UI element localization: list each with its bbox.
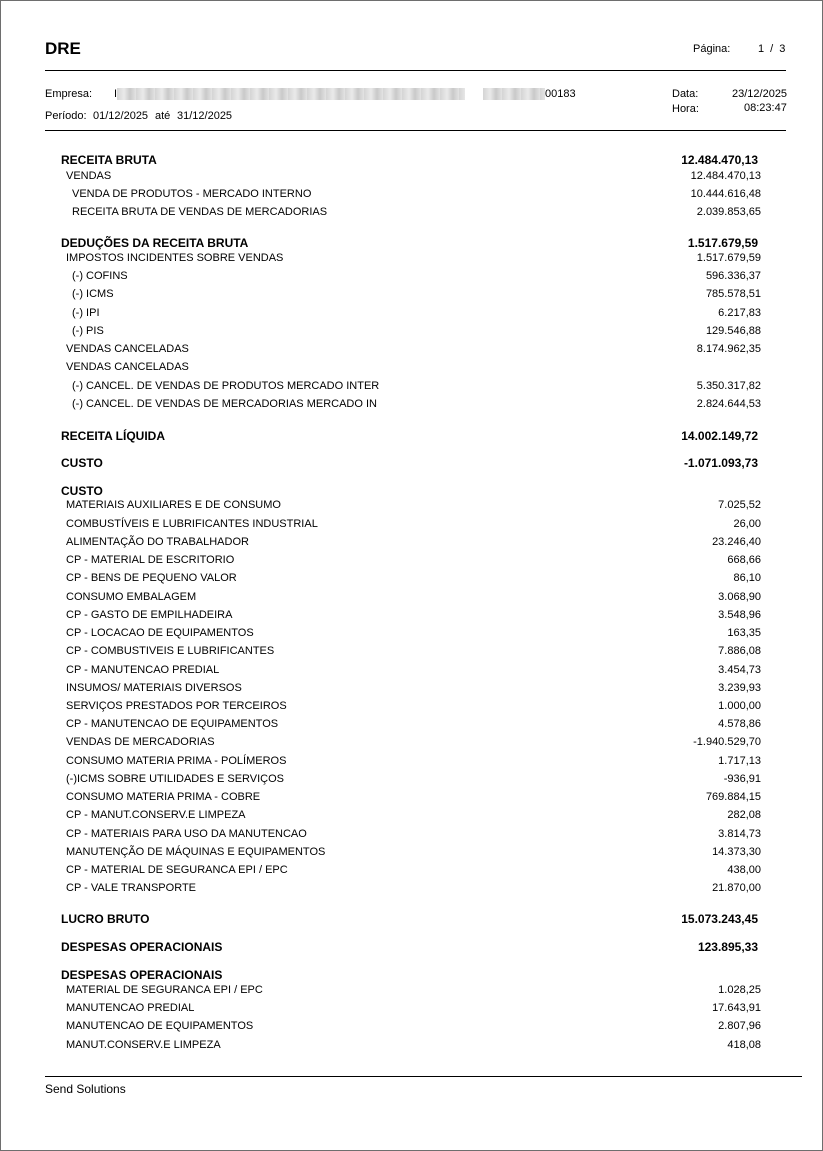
row-label: CP - MANUT.CONSERV.E LIMPEZA xyxy=(66,809,246,821)
row-label: CP - LOCACAO DE EQUIPAMENTOS xyxy=(66,627,254,639)
row-label: IMPOSTOS INCIDENTES SOBRE VENDAS xyxy=(66,252,284,264)
periodo-start: 01/12/2025 xyxy=(93,110,149,122)
table-row xyxy=(1,791,822,807)
table-row xyxy=(1,343,822,359)
table-row xyxy=(1,499,822,515)
table-row xyxy=(1,773,822,789)
table-row xyxy=(1,170,822,186)
row-value: 14.373,30 xyxy=(712,846,761,858)
table-row xyxy=(1,1039,822,1055)
page-number: 1 / 3 xyxy=(758,43,786,55)
row-label: CP - VALE TRANSPORTE xyxy=(66,882,197,894)
table-row xyxy=(1,325,822,341)
section-header-row xyxy=(1,968,822,984)
row-value: 23.246,40 xyxy=(712,536,761,548)
table-row xyxy=(1,270,822,286)
row-label: (-) COFINS xyxy=(72,270,128,282)
row-label: ALIMENTAÇÃO DO TRABALHADOR xyxy=(66,536,249,548)
table-row xyxy=(1,682,822,698)
data-value: 23/12/2025 xyxy=(732,88,788,100)
periodo-label: Período: xyxy=(45,110,87,122)
table-row xyxy=(1,398,822,414)
row-label: RECEITA LÍQUIDA xyxy=(61,429,165,443)
row-value: 769.884,15 xyxy=(705,791,761,803)
row-label: CP - COMBUSTIVEIS E LUBRIFICANTES xyxy=(66,645,275,657)
row-value: 15.073.243,45 xyxy=(681,912,758,926)
table-row xyxy=(1,206,822,222)
table-row xyxy=(1,984,822,1000)
row-label: RECEITA BRUTA xyxy=(61,153,157,167)
row-value: 129.546,88 xyxy=(705,325,761,337)
row-label: CP - MANUTENCAO PREDIAL xyxy=(66,664,220,676)
row-label: CP - MATERIAL DE ESCRITORIO xyxy=(66,554,235,566)
table-row xyxy=(1,252,822,268)
row-value: 21.870,00 xyxy=(712,882,761,894)
section-total-row xyxy=(1,429,822,445)
row-label: (-) PIS xyxy=(72,325,104,337)
table-row xyxy=(1,864,822,880)
row-label: CUSTO xyxy=(61,456,103,470)
row-label: MATERIAIS AUXILIARES E DE CONSUMO xyxy=(66,499,281,511)
empresa-prefix: I xyxy=(114,88,118,100)
row-value: 2.039.853,65 xyxy=(696,206,761,218)
row-label: MANUTENCAO PREDIAL xyxy=(66,1002,195,1014)
row-label: VENDAS DE MERCADORIAS xyxy=(66,736,215,748)
empresa-label: Empresa: xyxy=(45,88,93,100)
row-value: 3.548,96 xyxy=(718,609,761,621)
table-row xyxy=(1,288,822,304)
table-row xyxy=(1,828,822,844)
report-title: DRE xyxy=(45,39,81,58)
row-label: VENDA DE PRODUTOS - MERCADO INTERNO xyxy=(72,188,312,200)
row-value: 785.578,51 xyxy=(705,288,761,300)
table-row xyxy=(1,882,822,898)
row-value: 1.517.679,59 xyxy=(696,252,761,264)
row-value: 596.336,37 xyxy=(705,270,761,282)
row-label: CP - MATERIAIS PARA USO DA MANUTENCAO xyxy=(66,828,307,840)
table-row xyxy=(1,700,822,716)
section-total-row xyxy=(1,940,822,956)
row-value: 418,08 xyxy=(727,1039,761,1051)
row-label: (-) ICMS xyxy=(72,288,114,300)
table-row xyxy=(1,361,822,377)
hora-label: Hora: xyxy=(672,103,699,115)
row-value: 12.484.470,13 xyxy=(681,153,758,167)
row-value: 7.025,52 xyxy=(718,499,761,511)
row-label: INSUMOS/ MATERIAIS DIVERSOS xyxy=(66,682,242,694)
row-value: 163,35 xyxy=(727,627,761,639)
row-value: 10.444.616,48 xyxy=(690,188,761,200)
row-value: 282,08 xyxy=(727,809,761,821)
row-value: 6.217,83 xyxy=(718,307,761,319)
row-value: 7.886,08 xyxy=(718,645,761,657)
row-value: 1.717,13 xyxy=(718,755,761,767)
table-row xyxy=(1,645,822,661)
table-row xyxy=(1,1020,822,1036)
table-row xyxy=(1,718,822,734)
table-row xyxy=(1,380,822,396)
section-header-row xyxy=(1,484,822,500)
table-row xyxy=(1,846,822,862)
row-label: CP - MANUTENCAO DE EQUIPAMENTOS xyxy=(66,718,279,730)
table-row xyxy=(1,307,822,323)
row-value: 1.000,00 xyxy=(718,700,761,712)
hora-value: 08:23:47 xyxy=(744,102,787,114)
row-label: VENDAS xyxy=(66,170,112,182)
row-label: SERVIÇOS PRESTADOS POR TERCEIROS xyxy=(66,700,287,712)
row-value: 2.824.644,53 xyxy=(696,398,761,410)
row-label: VENDAS CANCELADAS xyxy=(66,361,189,373)
empresa-suffix: 00183 xyxy=(545,88,576,100)
table-row xyxy=(1,664,822,680)
table-row xyxy=(1,1002,822,1018)
row-value: 8.174.962,35 xyxy=(696,343,761,355)
row-label: CONSUMO MATERIA PRIMA - COBRE xyxy=(66,791,261,803)
row-label: (-) IPI xyxy=(72,307,100,319)
row-value: 17.643,91 xyxy=(712,1002,761,1014)
row-value: 26,00 xyxy=(733,518,761,530)
row-value: 2.807,96 xyxy=(718,1020,761,1032)
table-row xyxy=(1,591,822,607)
row-value: 14.002.149,72 xyxy=(681,429,758,443)
row-label: CONSUMO MATERIA PRIMA - POLÍMEROS xyxy=(66,755,287,767)
row-value: 4.578,86 xyxy=(718,718,761,730)
footer-text: Send Solutions xyxy=(45,1082,126,1096)
row-label: (-)ICMS SOBRE UTILIDADES E SERVIÇOS xyxy=(66,773,285,785)
section-total-row xyxy=(1,456,822,472)
table-row xyxy=(1,188,822,204)
row-value: 3.454,73 xyxy=(718,664,761,676)
row-value: 1.517.679,59 xyxy=(687,236,758,250)
table-row xyxy=(1,536,822,552)
section-total-row xyxy=(1,236,822,252)
row-label: DEDUÇÕES DA RECEITA BRUTA xyxy=(61,236,249,250)
row-value: 3.814,73 xyxy=(718,828,761,840)
row-label: VENDAS CANCELADAS xyxy=(66,343,189,355)
row-label: MANUTENCAO DE EQUIPAMENTOS xyxy=(66,1020,254,1032)
table-row xyxy=(1,554,822,570)
row-label: (-) CANCEL. DE VENDAS DE MERCADORIAS MERCADO IN xyxy=(72,398,377,410)
row-value: -936,91 xyxy=(723,773,761,785)
row-value: 3.068,90 xyxy=(718,591,761,603)
row-label: CP - BENS DE PEQUENO VALOR xyxy=(66,572,237,584)
row-label: MATERIAL DE SEGURANCA EPI / EPC xyxy=(66,984,263,996)
periodo-until: até xyxy=(155,110,171,122)
page-label: Página: xyxy=(693,43,731,55)
table-row xyxy=(1,627,822,643)
table-row xyxy=(1,736,822,752)
row-value: 668,66 xyxy=(727,554,761,566)
footer-divider xyxy=(45,1076,802,1077)
section-total-row xyxy=(1,912,822,928)
data-label: Data: xyxy=(672,88,699,100)
row-label: CP - MATERIAL DE SEGURANCA EPI / EPC xyxy=(66,864,288,876)
row-label: COMBUSTÍVEIS E LUBRIFICANTES INDUSTRIAL xyxy=(66,518,318,530)
row-value: 123.895,33 xyxy=(697,940,758,954)
row-label: CONSUMO EMBALAGEM xyxy=(66,591,197,603)
row-value: 86,10 xyxy=(733,572,761,584)
row-value: -1.071.093,73 xyxy=(683,456,758,470)
row-value: 5.350.317,82 xyxy=(696,380,761,392)
row-label: MANUTENÇÃO DE MÁQUINAS E EQUIPAMENTOS xyxy=(66,846,326,858)
row-label: CUSTO xyxy=(61,484,103,498)
table-row xyxy=(1,809,822,825)
row-label: DESPESAS OPERACIONAIS xyxy=(61,968,223,982)
periodo-end: 31/12/2025 xyxy=(177,110,233,122)
row-label: MANUT.CONSERV.E LIMPEZA xyxy=(66,1039,221,1051)
row-value: 1.028,25 xyxy=(718,984,761,996)
section-total-row xyxy=(1,153,822,169)
row-label: RECEITA BRUTA DE VENDAS DE MERCADORIAS xyxy=(72,206,328,218)
row-label: (-) CANCEL. DE VENDAS DE PRODUTOS MERCADO INTER xyxy=(72,380,380,392)
row-label: DESPESAS OPERACIONAIS xyxy=(61,940,223,954)
row-value: 12.484.470,13 xyxy=(690,170,761,182)
table-row xyxy=(1,755,822,771)
table-row xyxy=(1,609,822,625)
row-label: LUCRO BRUTO xyxy=(61,912,150,926)
dre-table xyxy=(1,1,822,1071)
row-value: 3.239,93 xyxy=(718,682,761,694)
row-value: 438,00 xyxy=(727,864,761,876)
table-row xyxy=(1,572,822,588)
table-row xyxy=(1,518,822,534)
row-label: CP - GASTO DE EMPILHADEIRA xyxy=(66,609,233,621)
row-value: -1.940.529,70 xyxy=(693,736,761,748)
